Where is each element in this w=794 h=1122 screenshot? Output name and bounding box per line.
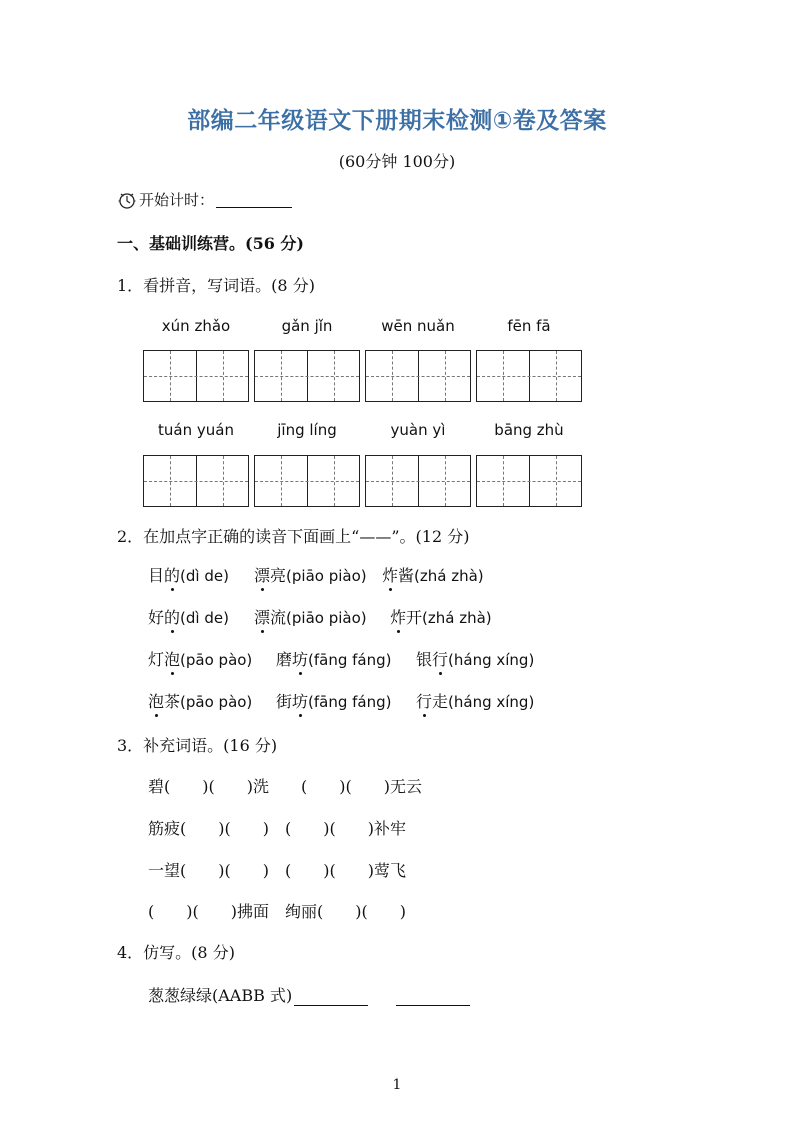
writing-grid[interactable] bbox=[143, 350, 249, 402]
clock-icon bbox=[117, 190, 137, 210]
timer-label: 开始计时： bbox=[139, 191, 215, 209]
writing-grid[interactable] bbox=[143, 455, 249, 507]
pinyin-label: fēn fā bbox=[507, 317, 551, 335]
reading-item[interactable]: 炸开(zhá zhà) bbox=[390, 605, 492, 628]
reading-item[interactable]: 银行(háng xíng) bbox=[416, 647, 534, 670]
writing-grid[interactable] bbox=[476, 350, 582, 402]
page-title: 部编二年级语文下册期末检测①卷及答案 bbox=[187, 108, 607, 134]
reading-item[interactable]: 炸酱(zhá zhà) bbox=[382, 563, 484, 586]
reading-item[interactable]: 行走(háng xíng) bbox=[416, 689, 534, 712]
pinyin-label: yuàn yì bbox=[390, 421, 446, 439]
answer-blank[interactable] bbox=[294, 989, 368, 1006]
writing-grid[interactable] bbox=[365, 350, 471, 402]
reading-item[interactable]: 漂亮(piāo piào) bbox=[254, 563, 367, 586]
pinyin-label: wēn nuǎn bbox=[381, 317, 455, 335]
question-2-title: 2．在加点字正确的读音下面画上“——”。(12 分) bbox=[117, 527, 470, 546]
reading-item[interactable]: 好的(dì de) bbox=[148, 605, 229, 628]
fill-in-row[interactable]: 碧( )( )洗 ( )( )无云 bbox=[148, 777, 422, 796]
imitation-row bbox=[148, 983, 470, 1006]
question-4-title: 4．仿写。(8 分) bbox=[117, 943, 235, 962]
reading-item[interactable]: 街坊(fāng fáng) bbox=[276, 689, 392, 712]
pinyin-label: jīng líng bbox=[277, 421, 337, 439]
pinyin-label: gǎn jǐn bbox=[281, 317, 333, 335]
writing-grid[interactable] bbox=[476, 455, 582, 507]
pinyin-label: xún zhǎo bbox=[161, 317, 231, 335]
writing-grid[interactable] bbox=[254, 350, 360, 402]
reading-item[interactable]: 磨坊(fāng fáng) bbox=[276, 647, 392, 670]
page-subtitle: (60分钟 100分) bbox=[338, 152, 456, 171]
section-heading: 一、基础训练营。(56 分) bbox=[117, 234, 304, 253]
imitation-label: 葱葱绿绿(AABB 式) bbox=[148, 986, 293, 1005]
question-3-title: 3．补充词语。(16 分) bbox=[117, 736, 278, 755]
answer-blank[interactable] bbox=[396, 989, 470, 1006]
timer-line bbox=[117, 189, 292, 210]
writing-grid[interactable] bbox=[254, 455, 360, 507]
reading-item[interactable]: 漂流(piāo piào) bbox=[254, 605, 367, 628]
fill-in-row[interactable]: 筋疲( )( ) ( )( )补牢 bbox=[148, 819, 406, 838]
question-1-title: 1．看拼音，写词语。(8 分) bbox=[117, 276, 315, 295]
reading-item[interactable]: 泡茶(pāo pào) bbox=[148, 689, 252, 712]
pinyin-label: tuán yuán bbox=[158, 421, 234, 439]
fill-in-row[interactable]: 一望( )( ) ( )( )莺飞 bbox=[148, 861, 406, 880]
page-number: 1 bbox=[392, 1077, 402, 1093]
fill-in-row[interactable]: ( )( )拂面 绚丽( )( ) bbox=[148, 902, 406, 921]
writing-grid[interactable] bbox=[365, 455, 471, 507]
reading-item[interactable]: 目的(dì de) bbox=[148, 563, 229, 586]
timer-blank[interactable] bbox=[216, 191, 292, 208]
pinyin-label: bāng zhù bbox=[494, 421, 564, 439]
reading-item[interactable]: 灯泡(pāo pào) bbox=[148, 647, 252, 670]
